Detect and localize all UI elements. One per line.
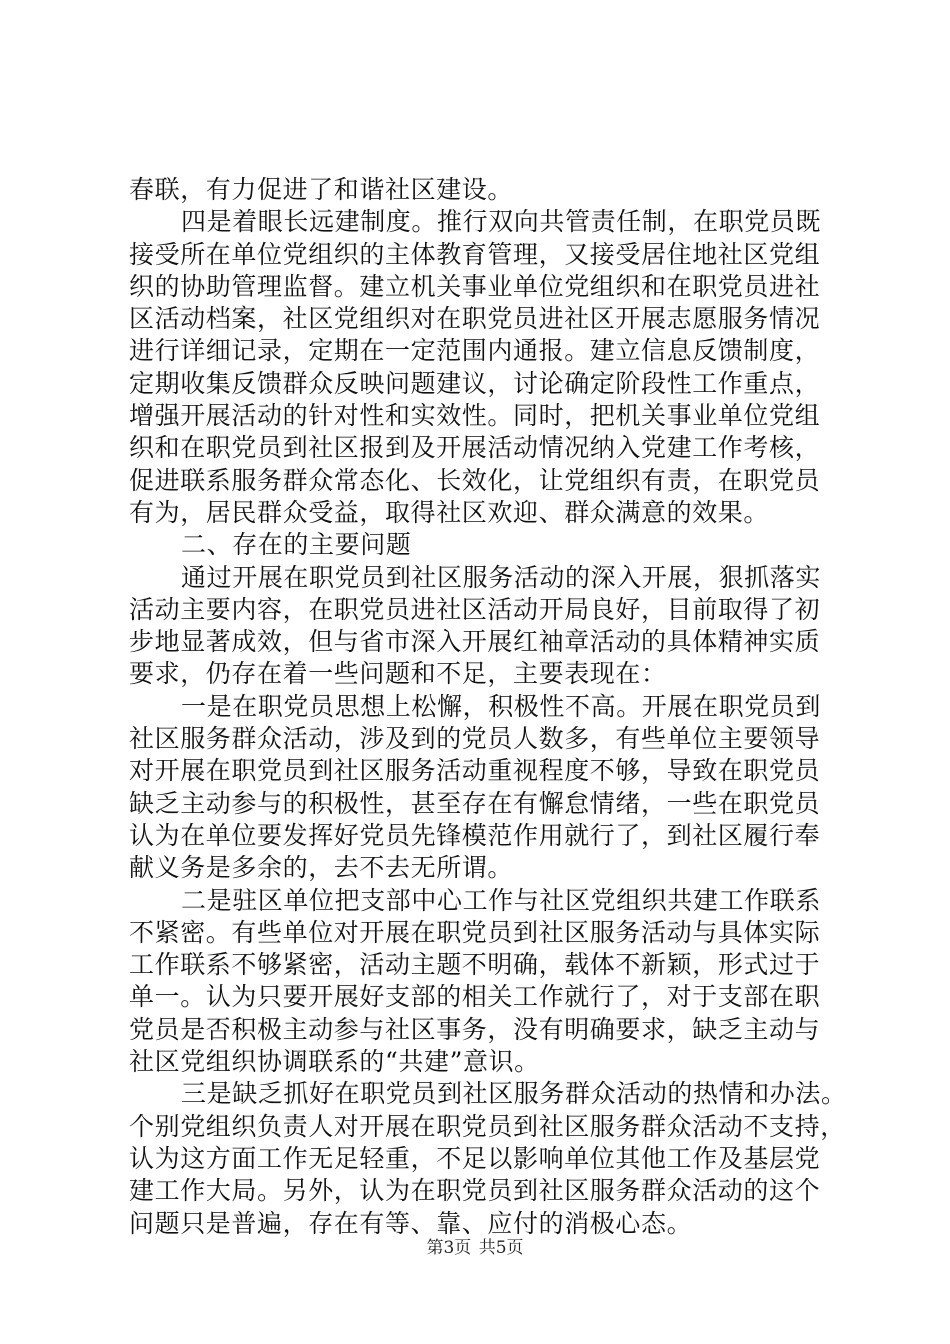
text-line: 区活动档案，社区党组织对在职党员进社区开展志愿服务情况 <box>129 304 821 334</box>
text-line: 单一。认为只要开展好支部的相关工作就行了，对于支部在职 <box>129 982 821 1012</box>
text-line: 二、存在的主要问题 <box>181 530 412 560</box>
text-line: 增强开展活动的针对性和实效性。同时，把机关事业单位党组 <box>129 401 821 431</box>
page-total: 共5页 <box>478 1238 524 1258</box>
text-line: 定期收集反馈群众反映问题建议，讨论确定阶段性工作重点， <box>129 368 821 398</box>
text-line: 二是驻区单位把支部中心工作与社区党组织共建工作联系 <box>181 885 822 915</box>
text-line: 认为这方面工作无足轻重，不足以影响单位其他工作及基层党 <box>129 1143 821 1173</box>
page-footer <box>0 1233 950 1258</box>
text-line: 春联，有力促进了和谐社区建设。 <box>129 175 514 204</box>
text-line: 有为，居民群众受益，取得社区欢迎、群众满意的效果。 <box>129 497 770 527</box>
text-line: 织的协助管理监督。建立机关事业单位党组织和在职党员进社 <box>129 271 821 301</box>
text-line: 步地显著成效，但与省市深入开展红袖章活动的具体精神实质 <box>129 627 821 657</box>
text-line: 社区服务群众活动，涉及到的党员人数多，有些单位主要领导 <box>129 724 821 754</box>
text-line: 三是缺乏抓好在职党员到社区服务群众活动的热情和办法。 <box>181 1079 847 1109</box>
text-line: 织和在职党员到社区报到及开展活动情况纳入党建工作考核， <box>129 433 821 463</box>
text-line: 接受所在单位党组织的主体教育管理，又接受居住地社区党组 <box>129 239 821 269</box>
text-line: 建工作大局。另外，认为在职党员到社区服务群众活动的这个 <box>129 1176 821 1206</box>
text-line: 促进联系服务群众常态化、长效化，让党组织有责，在职党员 <box>129 465 821 495</box>
text-line: 献义务是多余的，去不去无所谓。 <box>129 853 514 883</box>
text-line: 对开展在职党员到社区服务活动重视程度不够，导致在职党员 <box>129 756 821 786</box>
text-line: 一是在职党员思想上松懈，积极性不高。开展在职党员到 <box>181 691 822 721</box>
text-line: 缺乏主动参与的积极性，甚至存在有懈怠情绪，一些在职党员 <box>129 788 821 818</box>
text-line: 认为在单位要发挥好党员先锋模范作用就行了，到社区履行奉 <box>129 820 821 850</box>
text-line: 工作联系不够紧密，活动主题不明确，载体不新颖，形式过于 <box>129 950 821 980</box>
text-line: 四是着眼长远建制度。推行双向共管责任制，在职党员既 <box>181 207 822 237</box>
document-body <box>129 174 847 1240</box>
text-line: 进行详细记录，定期在一定范围内通报。建立信息反馈制度， <box>129 336 821 366</box>
text-line: 不紧密。有些单位对开展在职党员到社区服务活动与具体实际 <box>129 917 821 947</box>
page-number: 第3页 <box>426 1238 472 1258</box>
text-line: 问题只是普遍，存在有等、靠、应付的消极心态。 <box>129 1208 693 1238</box>
text-line: 活动主要内容，在职党员进社区活动开局良好，目前取得了初 <box>129 594 821 624</box>
text-line: 个别党组织负责人对开展在职党员到社区服务群众活动不支持， <box>129 1111 846 1141</box>
text-line: 社区党组织协调联系的“共建”意识。 <box>129 1047 540 1077</box>
text-line: 通过开展在职党员到社区服务活动的深入开展，狠抓落实 <box>181 562 822 592</box>
text-line: 要求，仍存在着一些问题和不足，主要表现在： <box>129 659 667 689</box>
text-line: 党员是否积极主动参与社区事务，没有明确要求，缺乏主动与 <box>129 1014 821 1044</box>
